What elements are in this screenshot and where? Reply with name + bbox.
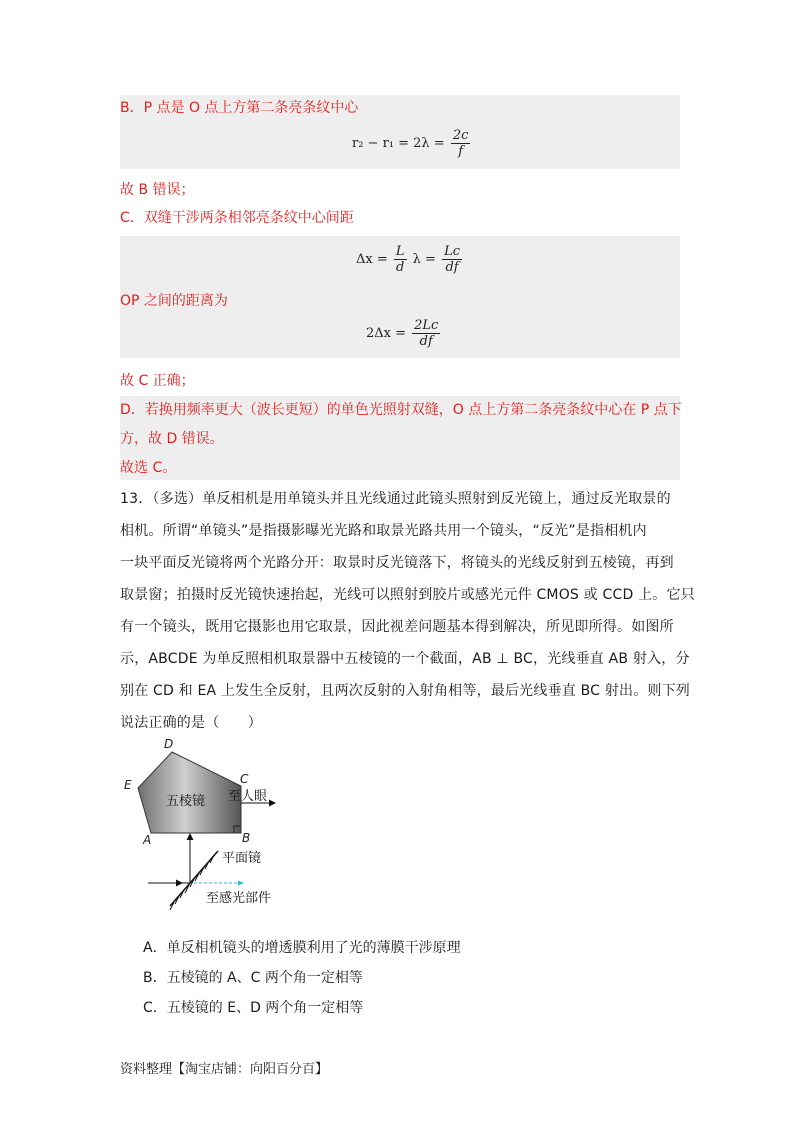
option-b-result: 故 B 错误； (120, 182, 195, 198)
option-d-analysis-line1: D．若换用频率更大（波长更短）的单色光照射双缝，O 点上方第二条亮条纹中心在 P 点下 (120, 402, 682, 418)
op-distance-label: OP 之间的距离为 (120, 293, 228, 309)
option-b-analysis-title: B．P 点是 O 点上方第二条亮条纹中心 (120, 100, 359, 116)
equation-b-num: 2c (452, 128, 469, 143)
equation-c2-den: df (419, 334, 433, 349)
equation-c1-den1: d (396, 260, 405, 275)
pentaprism-shape (138, 752, 241, 833)
mirror-label: 平面镜 (222, 851, 262, 866)
equation-c2-num: 2Lc (414, 318, 439, 333)
choice-b: B．五棱镜的 A、C 两个角一定相等 (143, 970, 363, 986)
question-line-5: 有一个镜头，既用它摄影也用它取景，因此视差问题基本得到解决，所见即所得。如图所 (120, 619, 674, 635)
sensor-ray-arrowhead (238, 881, 244, 886)
question-line-8: 说法正确的是（ ） (120, 715, 262, 731)
prism-label: 五棱镜 (166, 794, 206, 809)
page-footer: 资料整理【淘宝店铺：向阳百分百】 (120, 1062, 329, 1077)
option-c-result: 故 C 正确； (120, 373, 195, 389)
option-d-analysis-line2: 方，故 D 错误。 (120, 431, 224, 447)
label-e: E (124, 778, 132, 792)
equation-c1-num2: Lc (444, 244, 460, 259)
answer-line: 故选 C。 (120, 460, 177, 476)
question-line-2: 相机。所谓“单镜头”是指摄影曝光光路和取景光路共用一个镜头，“反光”是指相机内 (120, 523, 647, 539)
equation-c1-lhs: Δx = (356, 252, 388, 267)
question-line-1: 13．（多选）单反相机是用单镜头并且光线通过此镜头照射到反光镜上，通过反光取景的 (120, 491, 671, 507)
question-line-6: 示，ABCDE 为单反照相机取景器中五棱镜的一个截面，AB ⊥ BC，光线垂直 AB 射入，分 (120, 651, 690, 667)
equation-c1 (356, 244, 464, 275)
pentaprism-figure (118, 734, 318, 916)
option-c-analysis-title: C．双缝干涉两条相邻亮条纹中心间距 (120, 210, 354, 226)
question-line-3: 一块平面反光镜将两个光路分开：取景时反光镜落下，将镜头的光线反射到五棱镜，再到 (120, 555, 674, 571)
equation-b (352, 128, 472, 159)
choice-a: A．单反相机镜头的增透膜利用了光的薄膜干涉原理 (143, 940, 461, 956)
equation-c1-mid: λ = (412, 252, 436, 267)
question-line-7: 别在 CD 和 EA 上发生全反射，且两次反射的入射角相等，最后光线垂直 BC 射出。则下列 (120, 683, 691, 699)
question-line-4: 取景窗；拍摄时反光镜快速抬起，光线可以照射到胶片或感光元件 CMOS 或 CCD 上。它只 (120, 587, 695, 603)
equation-c1-den2: df (445, 260, 459, 275)
equation-c2-lhs: 2Δx = (366, 326, 407, 341)
choice-c: C．五棱镜的 E、D 两个角一定相等 (143, 1000, 364, 1016)
label-b: B (242, 831, 251, 845)
label-c: C (240, 772, 249, 786)
incoming-ray-arrowhead (176, 880, 183, 887)
equation-c2 (366, 318, 442, 349)
eye-label: 至人眼 (228, 789, 268, 804)
exit-ray-arrowhead (269, 800, 276, 807)
label-d: D (164, 737, 174, 751)
vertical-ray-arrowhead (187, 833, 194, 840)
equation-c1-num1: L (395, 244, 405, 259)
equation-b-lhs: r₂ − r₁ = 2λ = (352, 136, 445, 151)
label-a: A (143, 833, 152, 847)
equation-b-den: f (458, 144, 464, 159)
sensor-label: 至感光部件 (206, 891, 272, 906)
